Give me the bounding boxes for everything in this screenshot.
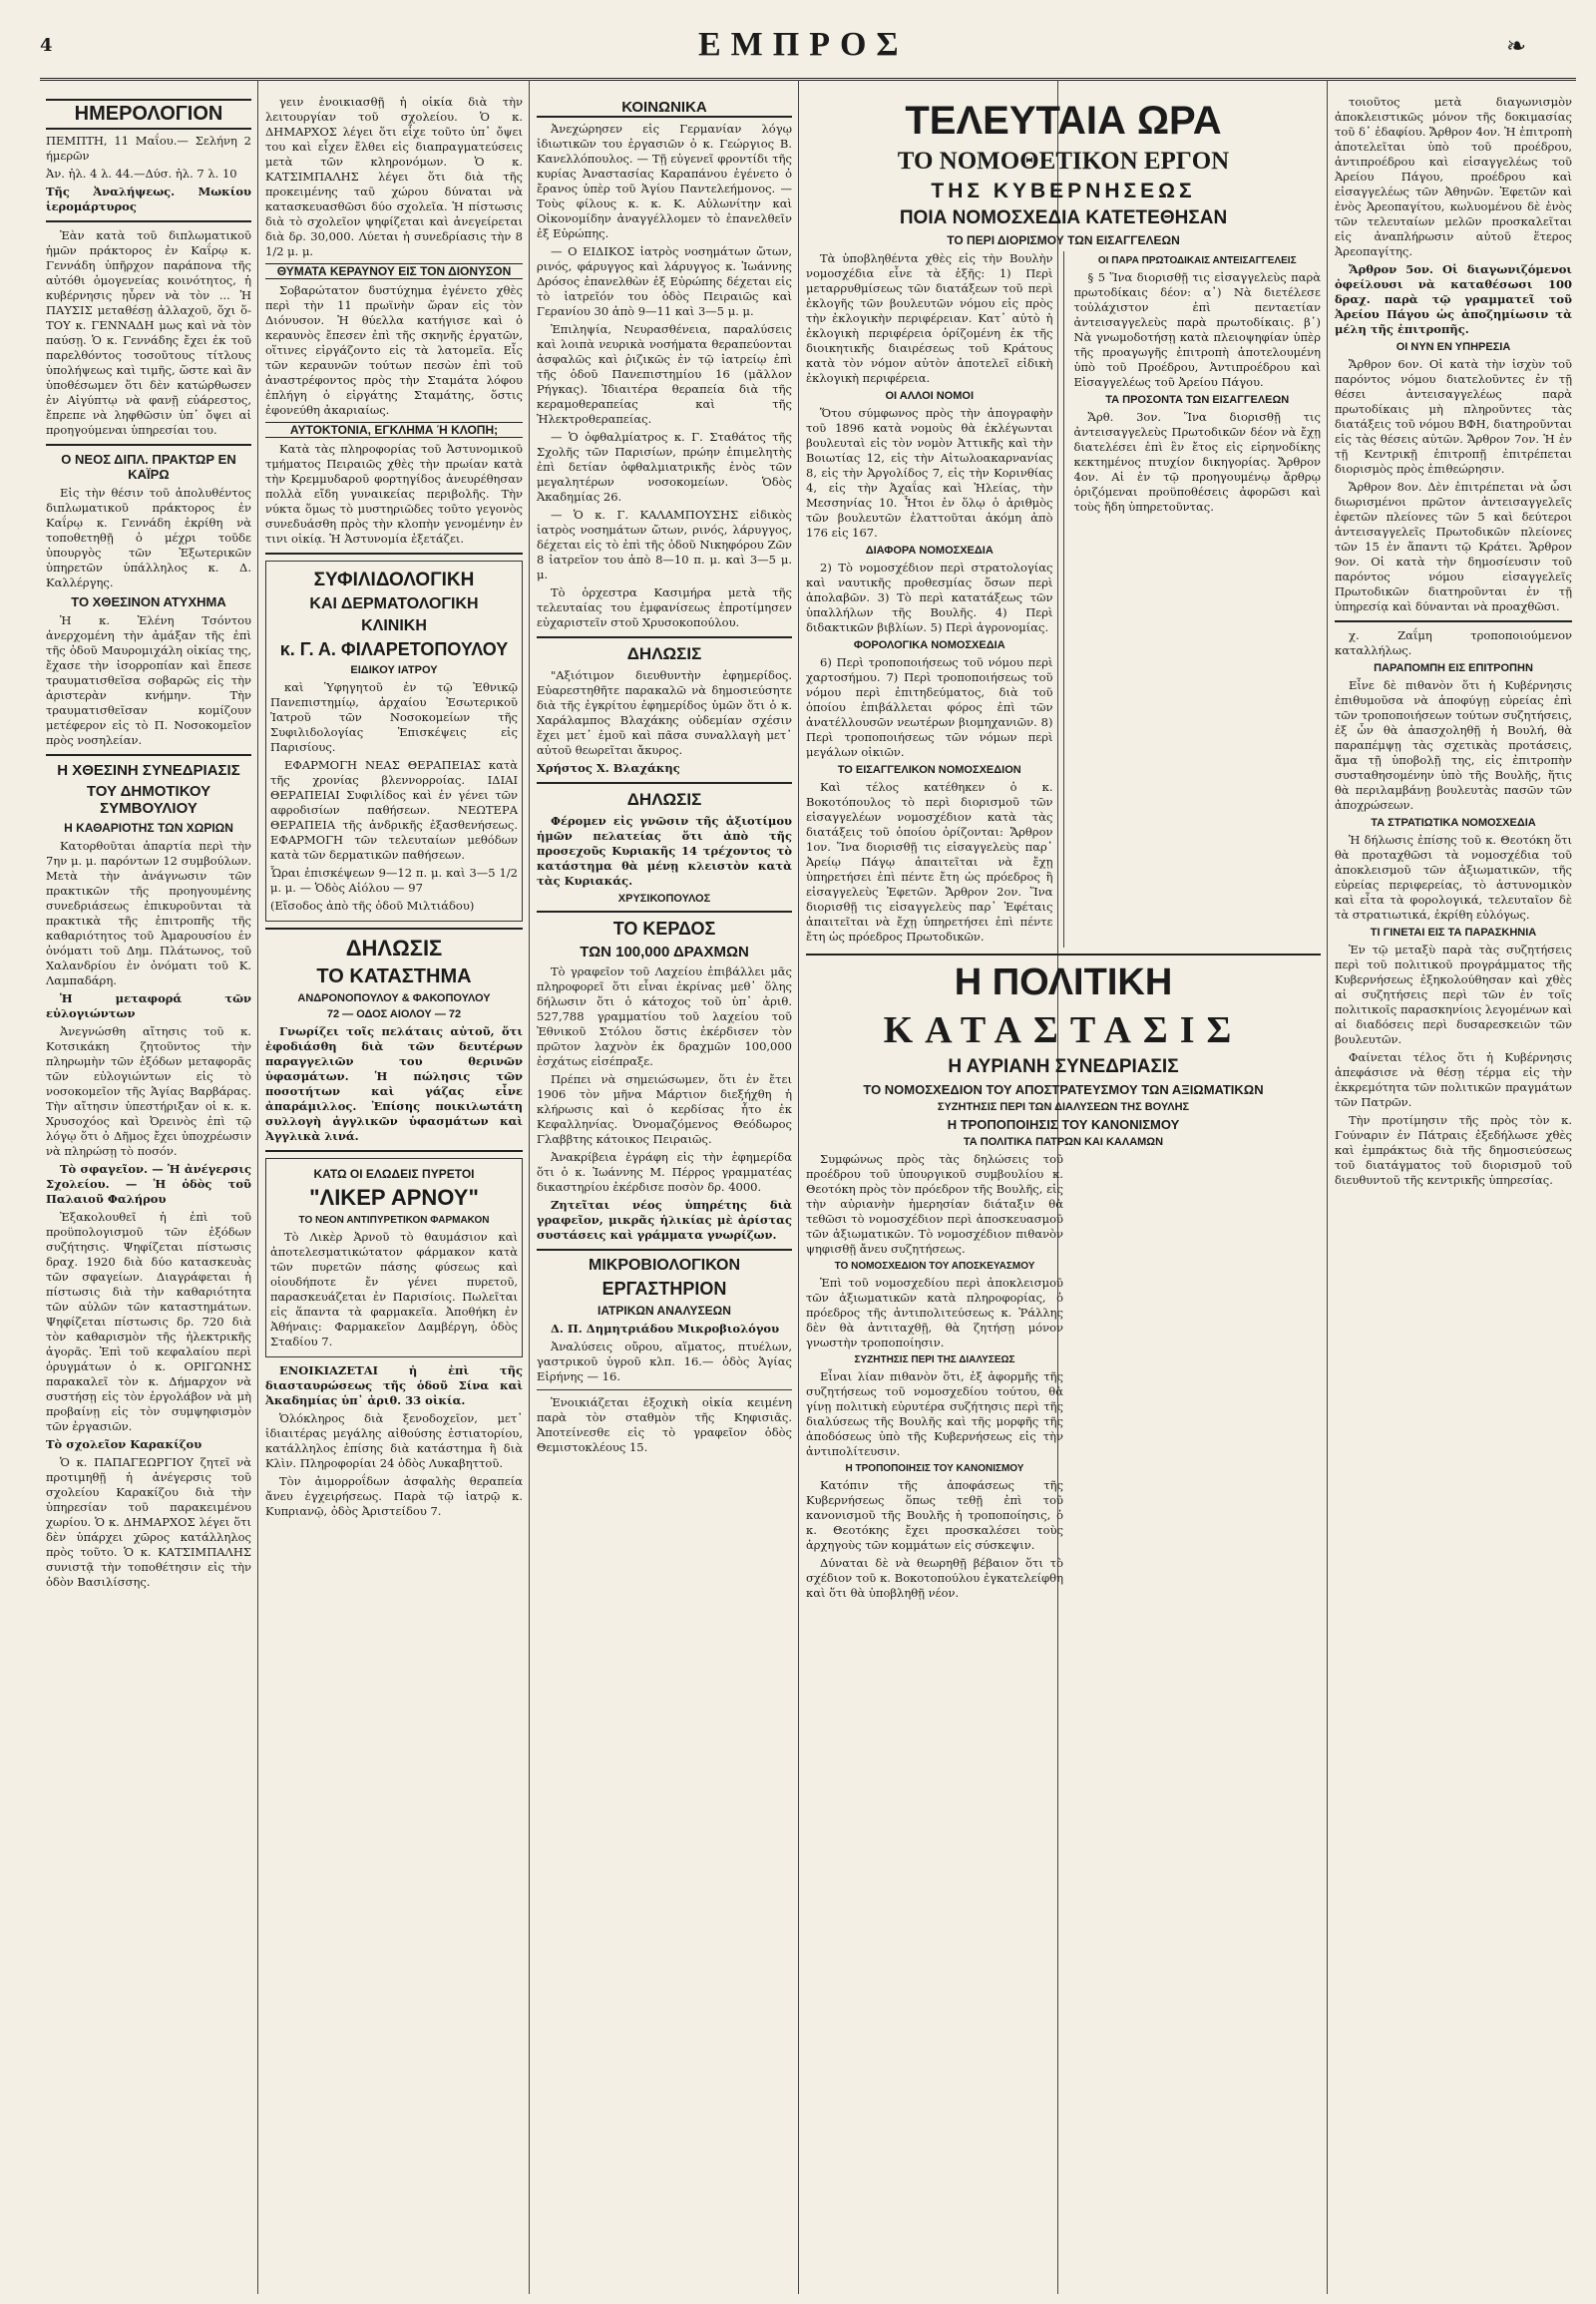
sub-column-left	[806, 251, 1053, 948]
ad-title: ΜΙΚΡΟΒΙΟΛΟΓΙΚΟΝ	[588, 1257, 741, 1274]
calendar-date: ΠΕΜΠΤΗ, 11 Μαΐου.— Σελήνη 2 ήμερῶν	[46, 134, 251, 163]
article-text: Ἄρθρον 5ον. Οἱ διαγωνιζόμενοι ὀφείλουσι νὰ καταθέσωσι 100 δραχ. παρὰ τῷ γραμματεῖ τοῦ Ἀρείου Πάγου ὡς ἀποζημίωσιν τὰ μέλη τῆς ἐπιτροπῆς.	[1335, 262, 1572, 336]
notice-heading: ΔΗΛΩΣΙΣ	[626, 644, 702, 663]
article-subheading: Η ΤΡΟΠΟΠΟΙΗΣΙΣ ΤΟΥ ΚΑΝΟΝΙΣΜΟΥ	[845, 1463, 1024, 1474]
ad-title: ΣΥΦΙΛΙΔΟΛΟΓΙΚΗ	[313, 570, 475, 590]
column-1	[40, 95, 257, 2294]
article-text: Ὁ κ. ΠΑΠΑΓΕΩΡΓΙΟΥ ζητεῖ νὰ προτιμηθῇ ἡ ἀνέγερσις τοῦ σχολείου Καρακίζου διὰ τὴν ὑπηρεσίαν τοῦ παρακειμένου χωρίου. Ὁ κ. ΔΗΜΑΡΧΟΣ λέγει ὅτι δὲν ὑπάρχει χῶρος κατάλληλος πρὸς τοῦτο. Ὁ κ. ΚΑΤΣΙΜΠΑΛΗΣ συνιστᾷ τὴν τοποθέτησιν εἰς τὴν ὁδὸν Βασιλίσσης.	[46, 1455, 251, 1589]
article-subheading: ΔΙΑΦΟΡΑ ΝΟΜΟΣΧΕΔΙΑ	[865, 545, 994, 557]
ad-product-name: "ΛΙΚΕΡ ΑΡΝΟΥ"	[309, 1185, 479, 1210]
article-text: Κατὰ τὰς πληροφορίας τοῦ Ἀστυνομικοῦ τμήματος Πειραιῶς χθὲς τὴν πρωίαν κατὰ τὴν Κρεμμυδαροῦ φορτηγίδος ἀνευρέθησαν πολλὰ εἴδη γυναικείας περιβολῆς. Τὴν νύκτα ὅμως τὸ μυστηριῶδες τοῦτο γεγονὸς συνεδυάσθη πρὸς τὴν κλοπὴν γενομένην ἐν τινι οἰκίᾳ. Ἡ Ἀστυνομία ἐξετάζει.	[265, 442, 523, 546]
article-heading: ΘΥΜΑΤΑ ΚΕΡΑΥΝΟΥ ΕΙΣ ΤΟΝ ΔΙΟΝΥΣΟΝ	[265, 263, 523, 279]
last-hour-heading: ΤΕΛΕΥΤΑΙΑ ΩΡΑ	[905, 99, 1222, 143]
article-text: — Ὁ ὀφθαλμίατρος κ. Γ. Σταθάτος τῆς Σχολῆς τῶν Παρισίων, πρώην ἐπιμελητὴς ἐπὶ δετίαν ὀφθαλμιατρικῆς ἑνὸς τῶν μεγαλητέρων νοσοκομείων. Ὁδὸς Ἀκαδημίας 26.	[537, 430, 792, 504]
medicine-advertisement	[265, 1158, 523, 1357]
ad-subtitle: ΤΟ ΝΕΟΝ ΑΝΤΙΠΥΡΕΤΙΚΟΝ ΦΑΡΜΑΚΟΝ	[298, 1215, 490, 1226]
article-heading: Η ΧΘΕΣΙΝΗ ΣΥΝΕΔΡΙΑΣΙΣ	[57, 762, 240, 779]
column-3	[531, 95, 798, 2294]
page-number: 4	[40, 35, 53, 56]
article-text: Ἄρθρον 8ον. Δὲν ἐπιτρέπεται νὰ ὦσι διωρισμένοι πρῶτον ἀντεισαγγελεῖς ἐφετῶν πλείονες τῶν 5 καὶ δεύτεροι ἀντεισαγγελεῖς Πρωτοδικῶν πλείονες τῶν 15 ἐν ἅπαντι τῷ Κράτει. Ἄρθρον 9ον. Οἱ κατὰ τὴν δημοσίευσιν τοῦ παρόντος νόμου εἰσαγγελεῖς Πρωτοδικῶν διατηροῦνται ἐν τῇ ὑπηρεσίᾳ καὶ δύνανται νὰ προαχθῶσι.	[1335, 480, 1572, 613]
article-subheading: ΤΑ ΠΟΛΙΤΙΚΑ ΠΑΤΡΩΝ ΚΑΙ ΚΑΛΑΜΩΝ	[963, 1136, 1164, 1148]
article-subheading: Τὸ σχολεῖον Καρακίζου	[46, 1437, 202, 1451]
ad-title: ΔΗΛΩΣΙΣ	[345, 936, 443, 960]
ad-shop-name: ΑΝΔΡΟΝΟΠΟΥΛΟΥ & ΦΑΚΟΠΟΥΛΟΥ	[297, 992, 491, 1004]
article-text: Ἐπιληψία, Νευρασθένεια, παραλύσεις καὶ λοιπὰ νευρικὰ νοσήματα θεραπεύονται ἀσφαλῶς καὶ ῥιζικῶς ἐν τῷ ἰατρείῳ ἐπὶ τῆς ὁδοῦ Πανεπιστημίου 16 (μᾶλλον Ρήγκας). Ἰδιαιτέρα θεραπεία διὰ τῆς κεραμοθεραπείας καὶ τῆς Ἠλεκτροθεραπείας.	[537, 322, 792, 426]
article-text: τοιοῦτος μετὰ διαγωνισμὸν ἀποκλειστικῶς μόνον τῆς δοκιμασίας τοῦ δ᾽ ἐδαφίου. Ἄρθρον 4ον. Ἡ ἐπιτροπὴ ἀποτελεῖται ὑπὸ τοῦ προέδρου, ἀντιπροέδρου καὶ εἰσαγγελέως τοῦ Ἀρείου Πάγου, προέδρου καὶ εἰσαγγελέως τῶν Ἀθηνῶν. Ἐφετῶν καὶ ἐνὸς Ἀρεοπαγίτου, κωλυομένου δὲ ἑνὸς τῶν τελευταίων μελῶν προσκαλεῖται εἰς ἀναπλήρωσιν αὐτοῦ ἕτερος Ἀρεοπαγίτης.	[1335, 95, 1572, 258]
article-text: Ἐν τῷ μεταξὺ παρὰ τὰς συζητήσεις περὶ τοῦ πολιτικοῦ προγράμματος τῆς Κυβερνήσεως ἐξηκολούθησαν καὶ χθὲς αἱ συζητήσεις περὶ τῶν ἐν τοῖς πολιτικοῖς παρασκηνίοις λεγομένων καὶ αἱ διαδόσεις περὶ δυσαρεσκειῶν τῶν βουλευτῶν.	[1335, 943, 1572, 1046]
article-subheading: ΤΙ ΓΙΝΕΤΑΙ ΕΙΣ ΤΑ ΠΑΡΑΣΚΗΝΙΑ	[1370, 927, 1537, 939]
calendar-heading: ΗΜΕΡΟΛΟΓΙΟΝ	[46, 99, 251, 130]
sub-column-right	[1074, 251, 1322, 948]
ad-title: ΤΟ ΚΑΤΑΣΤΗΜΑ	[316, 965, 472, 987]
article-subheading: ΤΑ ΠΡΟΣΟΝΤΑ ΤΩΝ ΕΙΣΑΓΓΕΛΕΩΝ	[1105, 394, 1290, 406]
article-subheading: ΟΙ ΠΑΡΑ ΠΡΩΤΟΔΙΚΑΙΣ ΑΝΤΕΙΣΑΓΓΕΛΕΙΣ	[1097, 255, 1297, 266]
article-text: Ἐπὶ τοῦ νομοσχεδίου περὶ ἀποκλεισμοῦ τῶν ἀξιωματικῶν κατὰ πληροφορίας, ὁ πρόεδρος τῆς ἀντιπολιτεύσεως κ. Ῥάλλης δὲν θὰ ἀντιταχθῇ, θὰ ζητήσῃ μόνον γνωστὴν τροποποίησιν.	[806, 1276, 1063, 1349]
calendar-sun: Ἀν. ἡλ. 4 λ. 44.—Δύσ. ἡλ. 7 λ. 10	[46, 167, 237, 181]
article-heading: Ο ΝΕΟΣ ΔΙΠΛ. ΠΡΑΚΤΩΡ ΕΝ ΚΑΪΡΩ	[61, 452, 236, 482]
article-text: Κατορθοῦται ἀπαρτία περὶ τὴν 7ην μ. μ. παρόντων 12 συμβούλων. Μετὰ τὴν ἀνάγνωσιν τῶν πρακτικῶν τῆς προηγουμένης συνεδριάσεως ἐπικυροῦνται τὰ πρακτικὰ τῆς ἐπιτροπῆς τῆς καθαριότητος τοῦ Ἀμαρουσίου ἐν ὀνόματι τοῦ Δημ. Πλάτωνος, τοῦ Χαλανδρίου ἐν ὀνόματι τοῦ Κ. Λαμπαδάρη.	[46, 839, 251, 987]
article-heading: ΤΟ ΧΘΕΣΙΝΟΝ ΑΤΥΧΗΜΑ	[71, 594, 226, 609]
classified-ad: Ὁλόκληρος διὰ ξενοδοχεῖον, μετ᾽ ἰδιαιτέρας μεγάλης αἰθούσης ἑστιατορίου, κατάλληλος ἐπίσης διὰ κατάστημα ἢ διὰ Κλὶν. Πληροφορίαι 24 ὁδὸς Λυκαβηττοῦ.	[265, 1411, 523, 1470]
article-subheading: ΤΟ ΝΟΜΟΣΧΕΔΙΟΝ ΤΟΥ ΑΠΟΣΚΕΥΑΣΜΟΥ	[834, 1261, 1035, 1272]
ad-text: Ἀναλύσεις οὔρου, αἵματος, πτυέλων, γαστρικοῦ ὑγροῦ κλπ. 16.— ὁδὸς Ἁγίας Εἰρήνης — 16.	[537, 1340, 792, 1383]
article-subheading: ΟΙ ΑΛΛΟΙ ΝΟΜΟΙ	[885, 390, 975, 402]
ad-text: Δ. Π. Δημητριάδου Μικροβιολόγου	[551, 1322, 780, 1336]
ad-entrance: (Εἴσοδος ἀπὸ τῆς ὁδοῦ Μιλτιάδου)	[270, 899, 475, 913]
column-2	[259, 95, 529, 2294]
ad-hours: Ὧραι ἐπισκέψεων 9—12 π. μ. καὶ 3—5 1/2 μ. μ. — Ὁδὸς Αἰόλου — 97	[270, 866, 518, 895]
ad-title: ΚΑΙ ΔΕΡΜΑΤΟΛΟΓΙΚΗ	[309, 595, 479, 612]
article-text: Κατόπιν τῆς ἀποφάσεως τῆς Κυβερνήσεως ὅπως τεθῇ ἐπὶ τοῦ κανονισμοῦ τῆς Βουλῆς ἡ τροποποίησις, ὁ κ. Θεοτόκης ἔχει προσκαλέσει τοὺς ἀρχηγοὺς τῶν κομμάτων εἰς σύσκεψιν.	[806, 1478, 1063, 1552]
article-heading: ΤΗΣ ΚΥΒΕΡΝΗΣΕΩΣ	[931, 180, 1196, 202]
article-subheading: ΟΙ ΝΥΝ ΕΝ ΥΠΗΡΕΣΙΑ	[1396, 341, 1511, 353]
article-heading: ΠΟΙΑ ΝΟΜΟΣΧΕΔΙΑ ΚΑΤΕΤΕΘΗΣΑΝ	[899, 207, 1228, 228]
ad-text: καὶ Ὑφηγητοῦ ἐν τῷ Ἐθνικῷ Πανεπιστημίῳ, ἀρχαίου Ἐσωτερικοῦ Ἰατροῦ τῶν Νοσοκομείων τῆς Συφιλιδολογίας Ἐπισκέψεις εἰς Παρισίους.	[270, 680, 518, 754]
column-4	[800, 95, 1327, 2294]
notice-heading: ΔΗΛΩΣΙΣ	[626, 790, 702, 809]
notice-signature: Χρήστος Χ. Βλαχάκης	[537, 761, 680, 775]
article-text: γειν ἐνοικιασθῇ ἡ οἰκία διὰ τὴν λειτουργίαν τοῦ σχολείου. Ὁ κ. ΔΗΜΑΡΧΟΣ λέγει ὅτι εἶχε τοῦτο ὑπ᾽ ὄψει του καὶ εἶχεν ἔλθει εἰς διαπραγματεύσεις μετὰ τῶν κληρονόμων. Ὁ κ. ΚΑΤΣΙΜΠΑΛΗΣ λέγει ὅτι διὰ τῆς προκειμένης ταῦ χώρου δύναται νὰ κατασκευασθῶσι δύο σχολεῖα. Ἡ πίστωσις διὰ τὸ σχολεῖον ψηφίζεται καὶ ἀνεγείρεται διὰ δρ. 30,000. Λύεται ἡ συνεδρίασις τὴν 8 1/2 μ. μ.	[265, 95, 523, 258]
article-text: Εἶναι λίαν πιθανὸν ὅτι, ἐξ ἀφορμῆς τῆς συζητήσεως τοῦ νομοσχεδίου τούτου, θὰ γίνῃ πολιτικὴ εὐρυτέρα συζήτησις περὶ τῆς διαλύσεως τῆς Βουλῆς καὶ τῆς μορφῆς τῆς ἀποδόσεως ὑπὸ τῆς Κυβερνήσεως εἰς τὴν ἀντιπολίτευσιν.	[806, 1369, 1063, 1458]
article-subheading: Τὸ σφαγεῖον. — Ἡ ἀνέγερσις Σχολείου. — Ἡ ὁδὸς τοῦ Παλαιοῦ Φαλήρου	[46, 1162, 251, 1206]
article-text: Ἡ δήλωσις ἐπίσης τοῦ κ. Θεοτόκη ὅτι θὰ προταχθῶσι τὰ νομοσχέδια τοῦ ἀποκλεισμοῦ τῶν ἀξιωματικῶν, τῆς εὐρείας περιφερείας, τὸ ἀστυνομικὸν καὶ εἶτα τὰ φορολογικά, τελευταῖον δὲ τὰ στρατιωτικά, ἐκρίθη εὐλόγως.	[1335, 833, 1572, 922]
article-subheading: ΤΟ ΕΙΣΑΓΓΕΛΙΚΟΝ ΝΟΜΟΣΧΕΔΙΟΝ	[837, 764, 1021, 776]
article-text: Τὸ ὀρχεστρα Κασιμήρα μετὰ τῆς τελευταίας του ἐμφανίσεως ἐπροτίμησεν εὐχαριστεῖν στοῦ Χρυσοκοπούλου.	[537, 585, 792, 629]
ad-text: Τὸ Λικὲρ Ἀρνοῦ τὸ θαυμάσιον καὶ ἀποτελεσματικώτατον φάρμακον κατὰ τῶν πυρετῶν πάσης φύσεως καὶ οἰουδήποτε ἔν γένει πυρετοῦ, παρασκευάζεται ἐν Παρισίοις. Πωλεῖται εἰς ἅπαντα τὰ φαρμακεῖα. Ἀποθήκη ἐν Ἀθήναις: Φαρμακεῖον Δαμβέργη, ὁδὸς Σταδίου 7.	[270, 1230, 518, 1348]
article-subheading: ΣΥΖΗΤΗΣΙΣ ΠΕΡΙ ΤΗΣ ΔΙΑΛΥΣΕΩΣ	[854, 1354, 1015, 1365]
article-text: 2) Τὸ νομοσχέδιον περὶ στρατολογίας καὶ ναυτικῆς προθεσμίας ὅσων περὶ ἀπολαβῶν. 3) Τὸ περὶ κατατάξεως τῶν ὑπαλλήλων τῆς Βουλῆς. 4) Περὶ διδακτικῶν βιβλίων. 5) Περὶ ἀγρονομίας.	[806, 561, 1053, 634]
classified-ad: Ἐνοικιάζεται ἐξοχικὴ οἰκία κειμένη παρὰ τὸν σταθμὸν τῆς Κηφισιᾶς. Ἀποτείνεσθε εἰς τὸ γραφεῖον ὁδὸς Θεμιστοκλέους 15.	[537, 1395, 792, 1454]
article-heading: ΑΥΤΟΚΤΟΝΙΑ, ΕΓΚΛΗΜΑ Ή ΚΛΟΠΗ;	[265, 422, 523, 438]
article-text: Ἀνακρίβεια ἐγράφη εἰς τὴν ἐφημερίδα ὅτι ὁ κ. Ἰωάννης Μ. Πέρρος γραμματέας δικαστηρίου ἐκέρδισε ποσὸν δρ. 4000.	[537, 1150, 792, 1194]
article-text: — Ὁ κ. Γ. ΚΑΛΑΜΠΟΥΣΗΣ εἰδικὸς ἰατρὸς νοσημάτων ὤτων, ρινός, λάρυγγος, δέχεται εἰς τὸ ἐπὶ τῆς ὁδοῦ Νικηφόρου Ζῶν 8 ἰατρεῖον του ἀπὸ 8—10 π. μ. καὶ 3—5 μ. μ.	[537, 508, 792, 581]
article-text: Ἄρθ. 3ον. Ἵνα διορισθῇ τις ἀντεισαγγελεὺς Πρωτοδικῶν δέον νὰ ἔχῃ διατελέσει ἐπὶ ἓν ἔτος εἰς εἰρηνοδίκης κεκτημένος πτυχίον δικηγορίας. Ἄρθρον 4ον. Αἱ ἐν τῷ προηγουμένῳ ἄρθρῳ ὁριζόμεναι προϋποθέσεις ἀφορῶσι καὶ τοὺς ἤδη ὑπηρετοῦντας.	[1073, 410, 1321, 514]
article-heading: ΤΟΥ ΔΗΜΟΤΙΚΟΥ ΣΥΜΒΟΥΛΙΟΥ	[86, 783, 211, 817]
article-text: Σοβαρώτατον δυστύχημα ἐγένετο χθὲς περὶ τὴν 11 πρωϊνὴν ὥραν εἰς τὸν Διόνυσον. Ἡ θύελλα κατήγισε καὶ ὁ κεραυνὸς ἔπεσεν ἐπὶ τῆς σκηνῆς ἐργατῶν, οἵτινες εἰργάζοντο εἰς τὰ λατομεῖα. Εἷς τῶν κεραυνῶν τούτων πεσὼν ἐπὶ τοῦ ἀναστρέφοντος πρὸς τὴν Σταμάτα λόφου ἐπλήγη ὁ εἰργάτης Σταμάτης, ὅστις ἐφονεύθη ἀκαριαίως.	[265, 283, 523, 417]
article-text: 6) Περὶ τροποποιήσεως τοῦ νόμου περὶ χαρτοσήμου. 7) Περὶ τροποποιήσεως τοῦ νόμου περὶ ἐπιτηδεύματος, διὰ τοῦ ὁποίου ἐπιβάλλεται φόρος ἐπὶ τῶν ἀνατέλλουσῶν νεωτέρων βιομηχανιῶν. 8) Περὶ τροποποιήσεως τῶν νόμων περὶ μεγάλων οἰκιῶν.	[806, 655, 1053, 759]
ad-subtitle: ΕΙΔΙΚΟΥ ΙΑΤΡΟΥ	[350, 664, 438, 676]
section-heading: ΚΟΙΝΩΝΙΚΑ	[537, 99, 792, 118]
ad-address: 72 — ΟΔΟΣ ΑΙΟΛΟΥ — 72	[326, 1008, 462, 1020]
ad-title: ΚΛΙΝΙΚΗ	[361, 617, 427, 634]
classified-ad: Τὸν ἀιμορροΐδων ἀσφαλὴς θεραπεία ἄνευ ἐγχειρήσεως. Παρὰ τῷ ἰατρῷ κ. Κυπριανῷ, ὁδὸς Ἀριστείδου 7.	[265, 1474, 523, 1518]
article-text: Καὶ τέλος κατέθηκεν ὁ κ. Βοκοτόπουλος τὸ περὶ διορισμοῦ τῶν εἰσαγγελέων νομοσχέδιον κατὰ τὰς διατάξεις τοῦ ὁποίου ὁρίζονται: Ἄρθρον 1ον. Ἵνα διορισθῇ τις εἰσαγγελεὺς παρ᾽ Ἀρείῳ Πάγῳ ἀπαιτεῖται νὰ ἔχῃ ὑπηρετήσει ἐπὶ πέντε ἔτη ὡς πρόεδρος ἢ εἰσαγγελεὺς Ἐφετῶν. Ἄρθρον 2ον. Ἵνα διορισθῇ τις εἰσαγγελεὺς παρ᾽ Ἐφέταις ἀπαιτεῖται νὰ ἔχῃ ὑπηρετήσει ἐπὶ πέντε ἔτη ὡς πρόεδρος Πρωτοδικῶν.	[806, 780, 1053, 944]
article-text: Ἐξακολουθεῖ ἡ ἐπὶ τοῦ προϋπολογισμοῦ τῶν ἐξόδων συζήτησις. Ψηφίζεται πίστωσις δραχ. 1920 διὰ δύο κατασκευὰς τῶν σφαγείων. Διαγράφεται ἡ πίστωσις διὰ τὴν καθαριότητα τῶν αὐλῶν τῶν καταστημάτων. Ψηφίζεται πίστωσις δρ. 720 διὰ τὸν καθαρισμὸν τῆς ἠλεκτρικῆς ἀγορᾶς. Ἐπὶ τοῦ κεφαλαίου περὶ ὀρυγμάτων ὁ κ. ΟΡΙΓΩΝΗΣ παρακαλεῖ τὸν κ. Δήμαρχον νὰ συστήσῃ εἰς τὸν ἐργολάβον νὰ μὴ προβαίνῃ εἰς τὸν συμψηφισμὸν τῶν ἐργασιῶν.	[46, 1210, 251, 1433]
article-text: Τὰ ὑποβληθέντα χθὲς εἰς τὴν Βουλὴν νομοσχέδια εἶνε τὰ ἑξῆς: 1) Περὶ μεταρρυθμίσεως τῶν διατάξεων τοῦ περὶ ἐκλογῆς τῶν βουλευτῶν νόμου εἰς πρὸς τὴν ἐκλογικὴν περιφέρειαν. Κατ᾽ αὐτὸ ἡ ἐκλογικὴ περιφέρεια ὁρίζομένη ἐκ τῆς διοικητικῆς διαιρέσεως τοῦ Κράτους κατὰ τὸν νόμον αὐτὸν ἀποτελεῖ εἰδικὴ ἐκλογικὴ περιφέρεια.	[806, 251, 1053, 385]
notice-signature: ΧΡΥΣΙΚΟΠΟΥΛΟΣ	[617, 893, 711, 905]
column-5	[1329, 95, 1578, 2294]
article-text: Συμφώνως πρὸς τὰς δηλώσεις τοῦ προέδρου τοῦ ὑπουργικοῦ συμβουλίου κ. Θεοτόκη πρὸς τὸν πρόεδρον τῆς Βουλῆς, εἰς τὴν αὐριανὴν ἡμερησίαν διάταξιν θὰ τεθῶσι τὸ νομοσχέδιον περὶ ἀποσκευασμοῦ τῶν ἀξιωματικῶν. Τὸ νομοσχέδιον πιθανὸν ψηφισθῇ ἄνευ συζητήσεως.	[806, 1152, 1063, 1256]
article-text: Ὅτου σύμφωνος πρὸς τὴν ἀπογραφὴν τοῦ 1896 κατὰ νομοὺς θὰ ἐκλέγωνται βουλευταὶ εἰς τὸν νομὸν Ἀττικῆς καὶ τὴν Βοιωτίας 12, εἰς τὴν Αἰτωλοακαρνανίας 8, εἰς τὴν Ἀργολίδος 7, εἰς τὴν Κορινθίας 4, εἰς τὴν Ἀχαΐας καὶ Ἠλείας, τὴν Μεσσηνίας 10. Ἦτοι ἐν ὅλῳ ὁ ἀριθμὸς τῶν βουλευτῶν ἐλαττοῦται ἀκόμη ἀπὸ 176 εἰς 167.	[806, 406, 1053, 540]
article-subheading: ΦΟΡΟΛΟΓΙΚΑ ΝΟΜΟΣΧΕΔΙΑ	[853, 639, 1005, 651]
article-subheading: ΠΑΡΑΠΟΜΠΗ ΕΙΣ ΕΠΙΤΡΟΠΗΝ	[1374, 662, 1533, 674]
masthead	[0, 0, 1596, 80]
shop-advertisement	[265, 936, 523, 1144]
article-text: — Ο ΕΙΔΙΚΟΣ ἰατρὸς νοσημάτων ὤτων, ρινός, φάρυγγος καὶ λάρυγγος κ. Ἰωάννης Δρόσος ἐπανελθὼν ἐξ Εὐρώπης δέχεται εἰς τὸ ἰατρεῖόν του ὁδὸς Πειραιῶς καὶ Γερανίου 30 ἀπὸ 9—11 καὶ 3—5 μ. μ.	[537, 244, 792, 318]
calendar-feast: Τῆς Ἀναλήψεως. Μωκίου ἱερομάρτυρος	[46, 185, 251, 213]
article-subheading: Ἡ μεταφορά τῶν εὐλογιώντων	[46, 991, 251, 1020]
ad-subtitle: ΙΑΤΡΙΚΩΝ ΑΝΑΛΥΣΕΩΝ	[598, 1304, 731, 1318]
article-subheading: ΤΟ ΝΟΜΟΣΧΕΔΙΟΝ ΤΟΥ ΑΠΟΣΤΡΑΤΕΥΣΜΟΥ ΤΩΝ ΑΞΙΩΜΑΤΙΚΩΝ	[863, 1082, 1264, 1097]
article-subheading: Η ΚΑΘΑΡΙΟΤΗΣ ΤΩΝ ΧΩΡΙΩΝ	[64, 821, 233, 835]
article-text: Ἀνεχώρησεν εἰς Γερμανίαν λόγῳ ἰδιωτικῶν του ἐργασιῶν ὁ κ. Γεώργιος Β. Κανελλόπουλος. — Τῇ εὐγενεῖ φροντίδι τῆς κυρίας Ἀναστασίας Καραπάνου ἐγένετο ὁ ἔρανος ὑπὲρ τοῦ Ἁγίου Παντελεήμονος. — Τοὺς φίλους κ. κ. Κ. Αὐλωνίτην καὶ Οἰκονομίδην ἀναγγέλλομεν τὸ ἐπανελθεῖν ἐξ Εὐρώπης.	[537, 122, 792, 240]
article-text: Φαίνεται τέλος ὅτι ἡ Κυβέρνησις ἀπεφάσισε νὰ θέσῃ τέρμα εἰς τὴν ἐκκρεμότητα τῶν πολιτικῶν πραγμάτων τῶν Πατρῶν.	[1335, 1050, 1572, 1109]
article-subheading: Η ΤΡΟΠΟΠΟΙΗΣΙΣ ΤΟΥ ΚΑΝΟΝΙΣΜΟΥ	[947, 1117, 1180, 1132]
article-text: Ἀνεγνώσθη αἴτησις τοῦ κ. Κοτσικάκη ζητοῦντος τὴν πληρωμὴν τῶν ἐξόδων μεταφορᾶς τῶν εὐλογιώντων εἰς τὸ νοσοκομεῖον τῆς Ἁγίας Βαρβάρας. Τὴν αἴτησιν ὑπεστήριξαν οἱ κ. κ. Χρυσοχόος καὶ Ὀρεινὸς ἐπὶ τῷ λόγῳ ὅτι ὁ Δῆμος ἔχει ὑποχρέωσιν νὰ πληρώσῃ τὸ ποσόν.	[46, 1024, 251, 1158]
ad-title: ΚΑΤΩ ΟΙ ΕΛΩΔΕΙΣ ΠΥΡΕΤΟΙ	[313, 1167, 475, 1181]
article-text: Τὴν προτίμησιν τῆς πρὸς τὸν κ. Γούναριν ἐν Πάτραις ἐξεδήλωσε χθὲς καὶ ἐμπράκτως διὰ τῆς δημοσιεύσεως τοῦ διατάγματος τοῦ διορισμοῦ τοῦ διευθυντοῦ τῆς κεντρικῆς ὑπηρεσίας.	[1335, 1113, 1572, 1187]
ornament-icon: ❧	[1506, 32, 1527, 60]
article-subheading: ΤΑ ΣΤΡΑΤΙΩΤΙΚΑ ΝΟΜΟΣΧΕΔΙΑ	[1371, 817, 1536, 829]
article-text: χ. Ζαΐμη τροποποιούμενον καταλλήλως.	[1335, 628, 1572, 657]
article-text: Ἡ κ. Ἑλένη Τσόντου ἀνερχομένη τὴν ἁμάξαν τῆς ἐπὶ τῆς ὁδοῦ Μαυρομιχάλη οἰκίας της, ἔχασε τὴν ἰσορροπίαν καὶ ἔπεσε τραυματισθεῖσα σοβαρῶς εἰς τὴν ἀριστερὰν κνήμην. Τὴν τραυματισθεῖσαν κομίζουν μετέφερον εἰς τὸ Π. Νοσοκομεῖον πρὸς νοσηλείαν.	[46, 613, 251, 747]
article-text: Τὸ γραφεῖον τοῦ Λαχείου ἐπιβάλλει μᾶς πληροφορεῖ ὅτι εἶναι ἐκρίνας μεθ᾽ ὅλης δήλωσιν ὅτι ὁ κάτοχος τοῦ ὑπ᾽ ἀριθ. 527,788 γραμματίου τοῦ λαχείου τοῦ Ἐθνικοῦ Στόλου ὅστις ἐκέρδισεν τὸν πρῶτον λαχνὸν ἐκ δραχμῶν 100,000 ἐσχάτως εἰσέπραξε.	[537, 964, 792, 1068]
clinic-advertisement	[265, 561, 523, 922]
article-heading: ΤΟ ΝΟΜΟΘΕΤΙΚΟΝ ΕΡΓΟΝ	[897, 148, 1230, 175]
ad-title: ΕΡΓΑΣΤΗΡΙΟΝ	[601, 1279, 727, 1299]
laboratory-advertisement	[537, 1257, 792, 1384]
ad-text: Γνωρίζει τοῖς πελάταις αὐτοῦ, ὅτι ἐφοδιάσθη διὰ τῶν δευτέρων παραγγελιῶν του θερινῶν ὑφασμάτων. Ἡ πώλησις τῶν ποσοτήτων καὶ γάζας εἶνε ἀπαράμιλλος. Ἐπίσης ποικιλωτάτη συλλογὴ ἀγγλικῶν ὑφασμάτων καὶ Ἀγγλικὰ λινά.	[265, 1024, 523, 1143]
article-heading: ΤΟ ΚΕΡΔΟΣ	[612, 919, 716, 939]
article-text: Εἰς τὴν θέσιν τοῦ ἀπολυθέντος διπλωματικοῦ πράκτορος ἐν Καΐρῳ κ. Γεννάδη ἐκρίθη νὰ τοποθετηθῇ ὁ μέχρι τοῦδε ὑπουργὸς τῶν Ἐξωτερικῶν ὑπηρετῶν ὑπάλληλος κ. Δ. Καλλέργης.	[46, 486, 251, 589]
article-heading: Η ΑΥΡΙΑΝΗ ΣΥΝΕΔΡΙΑΣΙΣ	[948, 1056, 1179, 1077]
article-text: § 5 Ἵνα διορισθῇ τις εἰσαγγελεὺς παρὰ πρωτοδίκαις δέον: α᾽) Νὰ διετέλεσε τοὐλάχιστον ἐπὶ πενταετίαν ἀντεισαγγελεὺς παρὰ πρωτοδίκαις. β᾽) Νὰ γνωμοδοτήσῃ κατὰ πλειοψηφίαν ὑπὲρ τῆς προαγωγῆς ἐπιτροπὴ ἀποτελουμένη ὑπὸ τοῦ Προέδρου, Ἀντιπροέδρου καὶ Εἰσαγγελέως τοῦ Ἀρείου Πάγου.	[1073, 270, 1321, 389]
notice-text: "Αξιότιμον διευθυντὴν ἐφημερίδος. Εὐαρεστηθῆτε παρακαλῶ νὰ δημοσιεύσητε διὰ τῆς ἐγκρίτου ἐφημερίδος ὑμῶν ὅτι ὁ κ. Χαράλαμπος Βλαχάκης οὐδεμίαν σχέσιν ἔχει μετ᾽ ἐμοῦ καὶ πᾶσα συναλλαγὴ μετ᾽ αὐτοῦ θεωρεῖται ἄκυρος.	[537, 668, 792, 757]
article-text: Εἶνε δὲ πιθανὸν ὅτι ἡ Κυβέρνησις ἐπιθυμοῦσα νὰ ἀποφύγῃ εὐρείας ἐπὶ τῶν τροποποιήσεων τούτων συζητήσεις, ἐξ ὧν θὰ ἀπασχοληθῇ ἡ Βουλή, θὰ παραπέμψῃ τὰς σχετικὰς προτάσεις, ἅμα τῇ ὑποβολῇ της, εἰς ἐπιτροπὴν συσταθησομένην ὑπὸ τῆς Βουλῆς, ἥτις θὰ περιλαμβάνῃ βουλευτὰς πασῶν τῶν ἀποχρώσεων.	[1335, 678, 1572, 812]
ad-doctor-name: κ. Γ. Α. ΦΙΛΑΡΕΤΟΠΟΥΛΟΥ	[279, 639, 509, 659]
notice-text: Φέρομεν εἰς γνῶσιν τῆς ἀξιοτίμου ἡμῶν πελατείας ὅτι ἀπὸ τῆς προσεχοῦς Κυριακῆς 14 τρέχοντος τὸ κατάστημα θὰ μένῃ κλειστὸν κατὰ τὰς Κυριακάς.	[537, 814, 792, 888]
article-heading: ΤΩΝ 100,000 ΔΡΑΧΜΩΝ	[580, 944, 749, 960]
article-text: Πρέπει νὰ σημειώσωμεν, ὅτι ἐν ἔτει 1906 τὸν μῆνα Μάρτιον διεξήχθη ἡ κλήρωσις καὶ ὁ κερδίσας ἦτο ἐκ Κεφαλληνίας. Ὀνομαζόμενος Θεόδωρος Γλαββτης κάτοικος Πειραιῶς.	[537, 1072, 792, 1146]
article-text: Ἐὰν κατὰ τοῦ διπλωματικοῦ ἡμῶν πράκτορος ἐν Καΐρῳ κ. Γεννάδη ὑπῆρχον παράπονα τῆς αὐτόθι ὁμογενείας κοινότητος, ἡ κυβέρνησις ηὗρεν νὰ τὸν ... Ἡ ΠΑΥΣΙΣ μεταθέσῃ ἀλλαχοῦ, ὅχι ὅ- ΤΟΥ κ. ΓΕΝΝΑΔΗ μως καὶ νὰ τὸν παύσῃ. Ὁ κ. Γεννάδης ἔχει ἐκ τοῦ παρελθόντος τοσοῦτους τίτλους ὑπολήψεως καὶ τιμῆς, ὥστε καὶ ἂν ὑποθέσωμεν ὅτι δὲν κατώρθωσεν ἐν Αἰγύπτῳ νὰ φανῇ εὐάρεστος, ἔπρεπε νὰ ληφθῶσιν ὑπ᾽ ὄψει αἱ προηγούμεναι ὑπηρεσίαι του.	[46, 228, 251, 437]
article-text: Δύναται δὲ νὰ θεωρηθῇ βέβαιον ὅτι τὸ σχέδιον τοῦ κ. Βοκοτοπούλου ἐγκατελείφθη καὶ ὅτι θὰ ὑποβληθῇ νέον.	[806, 1556, 1063, 1600]
newspaper-title: ΕΜΠΡΟΣ	[698, 26, 909, 63]
article-text: Ἄρθρον 6ον. Οἱ κατὰ τὴν ἰσχὺν τοῦ παρόντος νόμου διατελοῦντες ἐν τῇ θέσει ἀντεισαγγελέως παρὰ πρωτοδίκαις μὴ πληροῦντες τὰς διατάξεις τοῦ νόμου ΒΦΗ, διατηροῦνται εἰς τὰς θέσεις αὐτῶν. Ἄρθρον 7ον. Ἡ ἐν τῇ Κεντρικῇ ἐπιτροπῇ ἐπιτρέπεται διορισμὸς πρὸς ἐπιθεώρησιν.	[1335, 357, 1572, 476]
ad-text: ΕΦΑΡΜΟΓΗ ΝΕΑΣ ΘΕΡΑΠΕΙΑΣ κατὰ τῆς χρονίας βλεννορροίας. ΙΔΙΑΙ ΘΕΡΑΠΕΙΑΙ Συφιλίδος καὶ ἐν γένει τῶν αφροδισίων παθήσεων. ΝΕΩΤΕΡΑ ΘΕΡΑΠΕΙΑ τῆς ἀνδρικῆς ἐξασθενήσεως. ΕΦΑΡΜΟΓΗ τῶν τελευταίων μεθόδων κατὰ τῶν δερματικῶν παθήσεων.	[270, 758, 518, 862]
article-text: Ζητεῖται νέος ὑπηρέτης διὰ γραφεῖον, μικρᾶς ἡλικίας μὲ ἀρίστας συστάσεις καὶ γράμματα γνωρίζων.	[537, 1198, 792, 1242]
article-subheading: ΣΥΖΗΤΗΣΙΣ ΠΕΡΙ ΤΩΝ ΔΙΑΛΥΣΕΩΝ ΤΗΣ ΒΟΥΛΗΣ	[937, 1101, 1190, 1113]
politics-heading: ΚΑΤΑΣΤΑΣΙΣ	[883, 1009, 1244, 1051]
politics-heading: Η ΠΟΛΙΤΙΚΗ	[954, 961, 1173, 1003]
article-subheading: ΤΟ ΠΕΡΙ ΔΙΟΡΙΣΜΟΥ ΤΩΝ ΕΙΣΑΓΓΕΛΕΩΝ	[947, 233, 1180, 247]
classified-ad: ΕΝΟΙΚΙΑΖΕΤΑΙ ἡ ἐπὶ τῆς διασταυρώσεως τῆς ὁδοῦ Σίνα καὶ Ἀκαδημίας ὑπ᾽ ἀριθ. 33 οἰκία.	[265, 1363, 523, 1407]
